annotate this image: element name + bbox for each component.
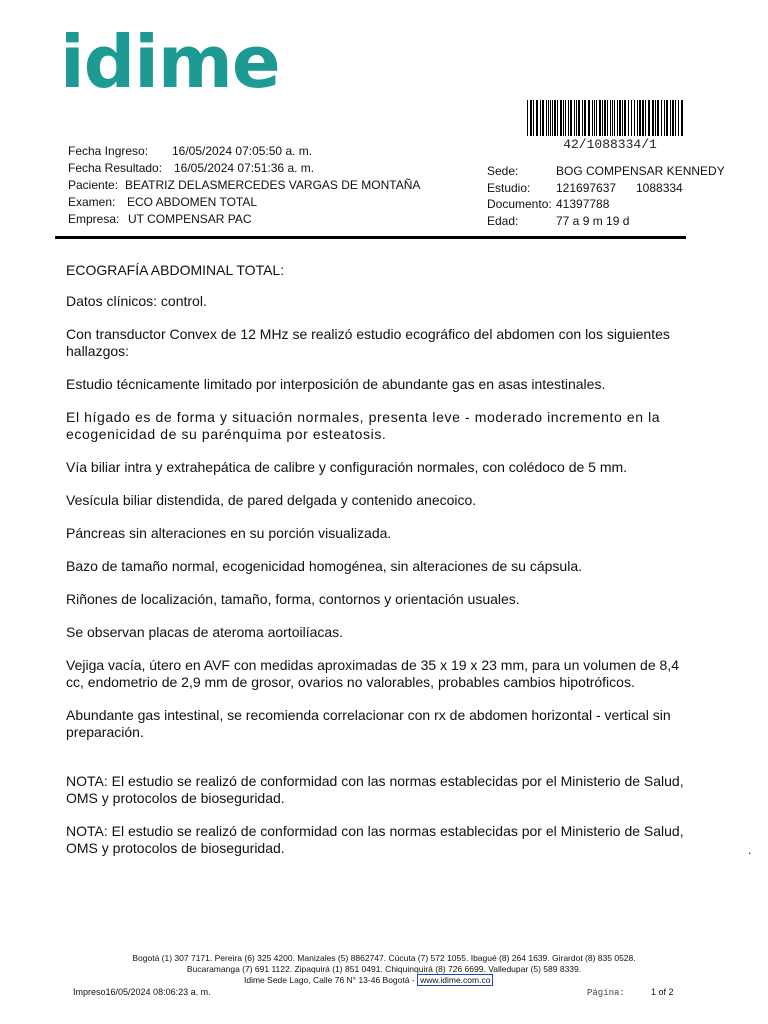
report-paragraph: Se observan placas de ateroma aortoilíacas. (66, 624, 344, 640)
barcode-number: 42/1088334/1 (563, 137, 657, 152)
documento-row (487, 196, 609, 213)
fecha-ingreso-value: 16/05/2024 07:05:50 a. m. (172, 144, 313, 158)
report-title: ECOGRAFÍA ABDOMINAL TOTAL: (66, 262, 285, 278)
report-paragraph: Datos clínicos: control. (66, 293, 207, 309)
impreso-value: 16/05/2024 08:06:23 a. m. (105, 987, 211, 997)
footer-contacts-line1: Bogotá (1) 307 7171. Pereira (6) 325 4200. Manizales (5) 8862747. Cúcuta (7) 572 1055. Ibagué (8) 264 1639. Girardot (8) 835 0528. (132, 953, 636, 963)
footer-address-line (244, 975, 493, 986)
header-divider (55, 236, 686, 239)
estudio-code: 1088334 (636, 181, 683, 195)
footer-address: Idime Sede Lago, Calle 76 N° 13-46 Bogotá - (244, 975, 415, 985)
trailing-dot: . (748, 843, 752, 857)
report-paragraph: Abundante gas intestinal, se recomienda correlacionar con rx de abdomen horizontal - vertical sin preparación. (66, 707, 671, 740)
estudio-row (487, 180, 683, 197)
examen-label: Examen: (68, 195, 116, 209)
examen-value: ECO ABDOMEN TOTAL (127, 195, 258, 209)
barcode-image (527, 100, 685, 136)
report-note: NOTA: El estudio se realizó de conformidad con las normas establecidas por el Ministerio de Salud, OMS y protocolos de bioseguridad. (66, 823, 684, 856)
documento-label: Documento: (487, 197, 552, 211)
fecha-resultado-value: 16/05/2024 07:51:36 a. m. (174, 161, 315, 175)
report-paragraph: Vesícula biliar distendida, de pared delgada y contenido anecoico. (66, 492, 477, 508)
estudio-number: 121697637 (556, 181, 617, 195)
fecha-ingreso-label: Fecha Ingreso: (68, 144, 149, 158)
estudio-label: Estudio: (487, 181, 531, 195)
paciente-label: Paciente: (68, 178, 119, 192)
report-paragraph: Estudio técnicamente limitado por interposición de abundante gas en asas intestinales. (66, 376, 606, 392)
sede-row (487, 163, 725, 180)
pagina-label: Página: (587, 988, 625, 998)
fecha-ingreso-row (68, 143, 312, 160)
report-paragraph: Vía biliar intra y extrahepática de calibre y configuración normales, con colédoco de 5 mm. (66, 459, 628, 475)
paciente-row (68, 177, 420, 194)
paciente-value: BEATRIZ DELASMERCEDES VARGAS DE MONTAÑA (125, 178, 421, 192)
report-paragraph: Vejiga vacía, útero en AVF con medidas aproximadas de 35 x 19 x 23 mm, para un volumen de 8,4 cc, endometrio de 2,9 mm de grosor, ovarios no valorables, probables cambios hipotróficos. (66, 657, 679, 690)
empresa-value: UT COMPENSAR PAC (128, 212, 252, 226)
footer-contacts-line2: Bucaramanga (7) 691 1122. Zipaquirá (1) 851 0491. Chiquinquirá (8) 726 6699. Valledupar (5) 589 8339. (186, 964, 582, 974)
impreso-label: Impreso (73, 987, 106, 997)
report-note: NOTA: El estudio se realizó de conformidad con las normas establecidas por el Ministerio de Salud, OMS y protocolos de bioseguridad. (66, 773, 684, 806)
edad-row (487, 213, 629, 230)
report-paragraph: Páncreas sin alteraciones en su porción visualizada. (66, 525, 392, 541)
report-paragraph: Con transductor Convex de 12 MHz se realizó estudio ecográfico del abdomen con los siguientes hallazgos: (66, 326, 670, 359)
empresa-row (68, 211, 252, 228)
report-paragraph: El hígado es de forma y situación normales, presenta leve - moderado incremento en la ecogenicidad de su parénquima por esteatosis. (66, 409, 661, 442)
empresa-label: Empresa: (68, 212, 120, 226)
documento-value: 41397788 (556, 197, 610, 211)
fecha-resultado-row (68, 160, 314, 177)
edad-label: Edad: (487, 214, 519, 228)
examen-row (68, 194, 257, 211)
fecha-resultado-label: Fecha Resultado: (68, 161, 163, 175)
sede-label: Sede: (487, 164, 519, 178)
sede-value: BOG COMPENSAR KENNEDY (556, 164, 725, 178)
report-paragraph: Bazo de tamaño normal, ecogenicidad homogénea, sin alteraciones de su cápsula. (66, 558, 582, 574)
report-paragraph: Riñones de localización, tamaño, forma, contornos y orientación usuales. (66, 591, 520, 607)
pagina-value: 1 of 2 (651, 987, 674, 997)
impreso-row (73, 987, 211, 998)
website-link[interactable]: www.idime.com.co (417, 974, 493, 986)
edad-value: 77 a 9 m 19 d (556, 214, 630, 228)
idime-logo: idime (60, 20, 280, 104)
